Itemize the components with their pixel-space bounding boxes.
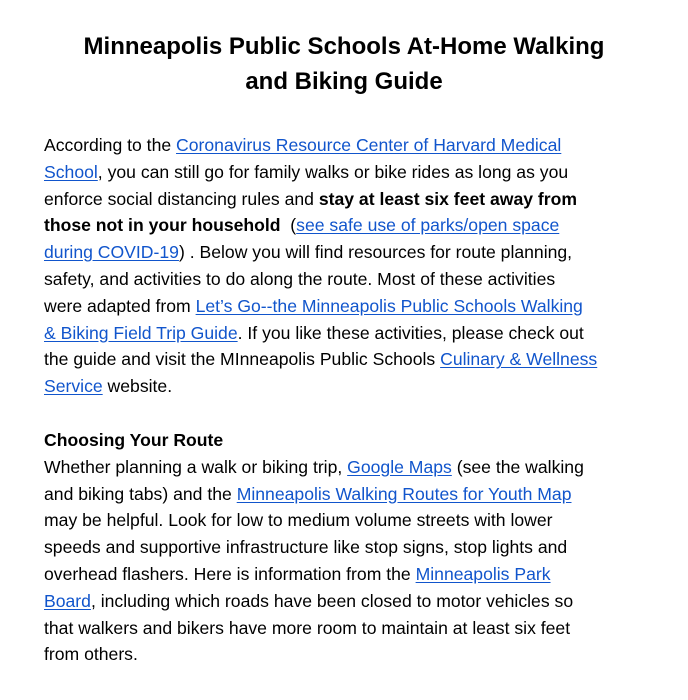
route-text: (see the walking [451, 456, 584, 477]
page-title [40, 29, 648, 99]
household-emphasis: those not in your household [44, 215, 281, 236]
section-heading: Choosing Your Route [44, 430, 224, 450]
route-line-4 [44, 534, 652, 561]
intro-text: According to the [44, 135, 177, 155]
route-text: Whether planning a walk or biking trip, [44, 456, 348, 477]
intro-text: enforce social distancing rules and [44, 188, 319, 209]
intro-line-9 [44, 346, 652, 373]
intro-line-4 [44, 212, 652, 239]
intro-line-5 [44, 239, 652, 266]
intro-line-7 [44, 293, 652, 320]
route-text: may be helpful. Look for low to medium volume streets with lower [44, 510, 553, 531]
intro-text: , you can still go for family walks or bike rides as long as you [97, 161, 569, 182]
title-line-1: Minneapolis Public Schools At-Home Walking [83, 33, 605, 60]
route-text: from others. [44, 644, 138, 665]
intro-paragraph [44, 132, 652, 400]
harvard-resource-link[interactable]: Coronavirus Resource Center of Harvard Medical [176, 135, 562, 155]
route-text: that walkers and bikers have more room to maintain at least six feet [44, 617, 571, 638]
route-text: speeds and supportive infrastructure like stop signs, stop lights and [44, 537, 568, 558]
intro-line-1 [44, 132, 652, 159]
intro-line-6 [44, 266, 652, 293]
six-feet-emphasis: stay at least six feet away from [318, 188, 577, 209]
lets-go-guide-link-cont[interactable]: & Biking Field Trip Guide [44, 322, 238, 343]
choosing-route-section [44, 427, 652, 668]
culinary-wellness-link-cont[interactable]: Service [44, 376, 103, 397]
lets-go-guide-link[interactable]: Let’s Go--the Minneapolis Public Schools Walking [195, 295, 583, 316]
intro-text: the guide and visit the MInneapolis Public Schools [44, 349, 441, 370]
route-line-2 [44, 481, 652, 508]
intro-line-8 [44, 320, 652, 347]
route-line-3 [44, 507, 652, 534]
culinary-wellness-link[interactable]: Culinary & Wellness [440, 349, 598, 370]
route-line-6 [44, 588, 652, 615]
route-line-7 [44, 615, 652, 642]
route-line-5 [44, 561, 652, 588]
intro-line-3 [44, 186, 652, 213]
route-text: , including which roads have been closed to motor vehicles so [90, 590, 574, 611]
park-board-link-cont[interactable]: Board [44, 590, 91, 611]
intro-text: ( [280, 215, 297, 236]
intro-line-2 [44, 159, 652, 186]
google-maps-link[interactable]: Google Maps [347, 456, 452, 477]
route-text: overhead flashers. Here is information from the [44, 563, 416, 584]
harvard-resource-link-cont[interactable]: School [44, 161, 98, 182]
parks-safety-link-cont[interactable]: during COVID-19 [44, 242, 179, 263]
route-line-8 [44, 641, 652, 668]
intro-text: safety, and activities to do along the route. Most of these activities [44, 268, 556, 289]
route-text: and biking tabs) and the [44, 483, 237, 504]
intro-line-10 [44, 373, 652, 400]
park-board-link[interactable]: Minneapolis Park [415, 563, 551, 584]
parks-safety-link[interactable]: see safe use of parks/open space [296, 215, 560, 236]
route-line-1 [44, 454, 652, 481]
intro-text: . If you like these activities, please check out [237, 322, 584, 343]
intro-text: website. [102, 376, 173, 397]
title-line-2: and Biking Guide [245, 68, 443, 95]
intro-text: were adapted from [44, 295, 196, 316]
intro-text: ) . Below you will find resources for route planning, [178, 242, 573, 263]
walking-routes-map-link[interactable]: Minneapolis Walking Routes for Youth Map [236, 483, 572, 504]
